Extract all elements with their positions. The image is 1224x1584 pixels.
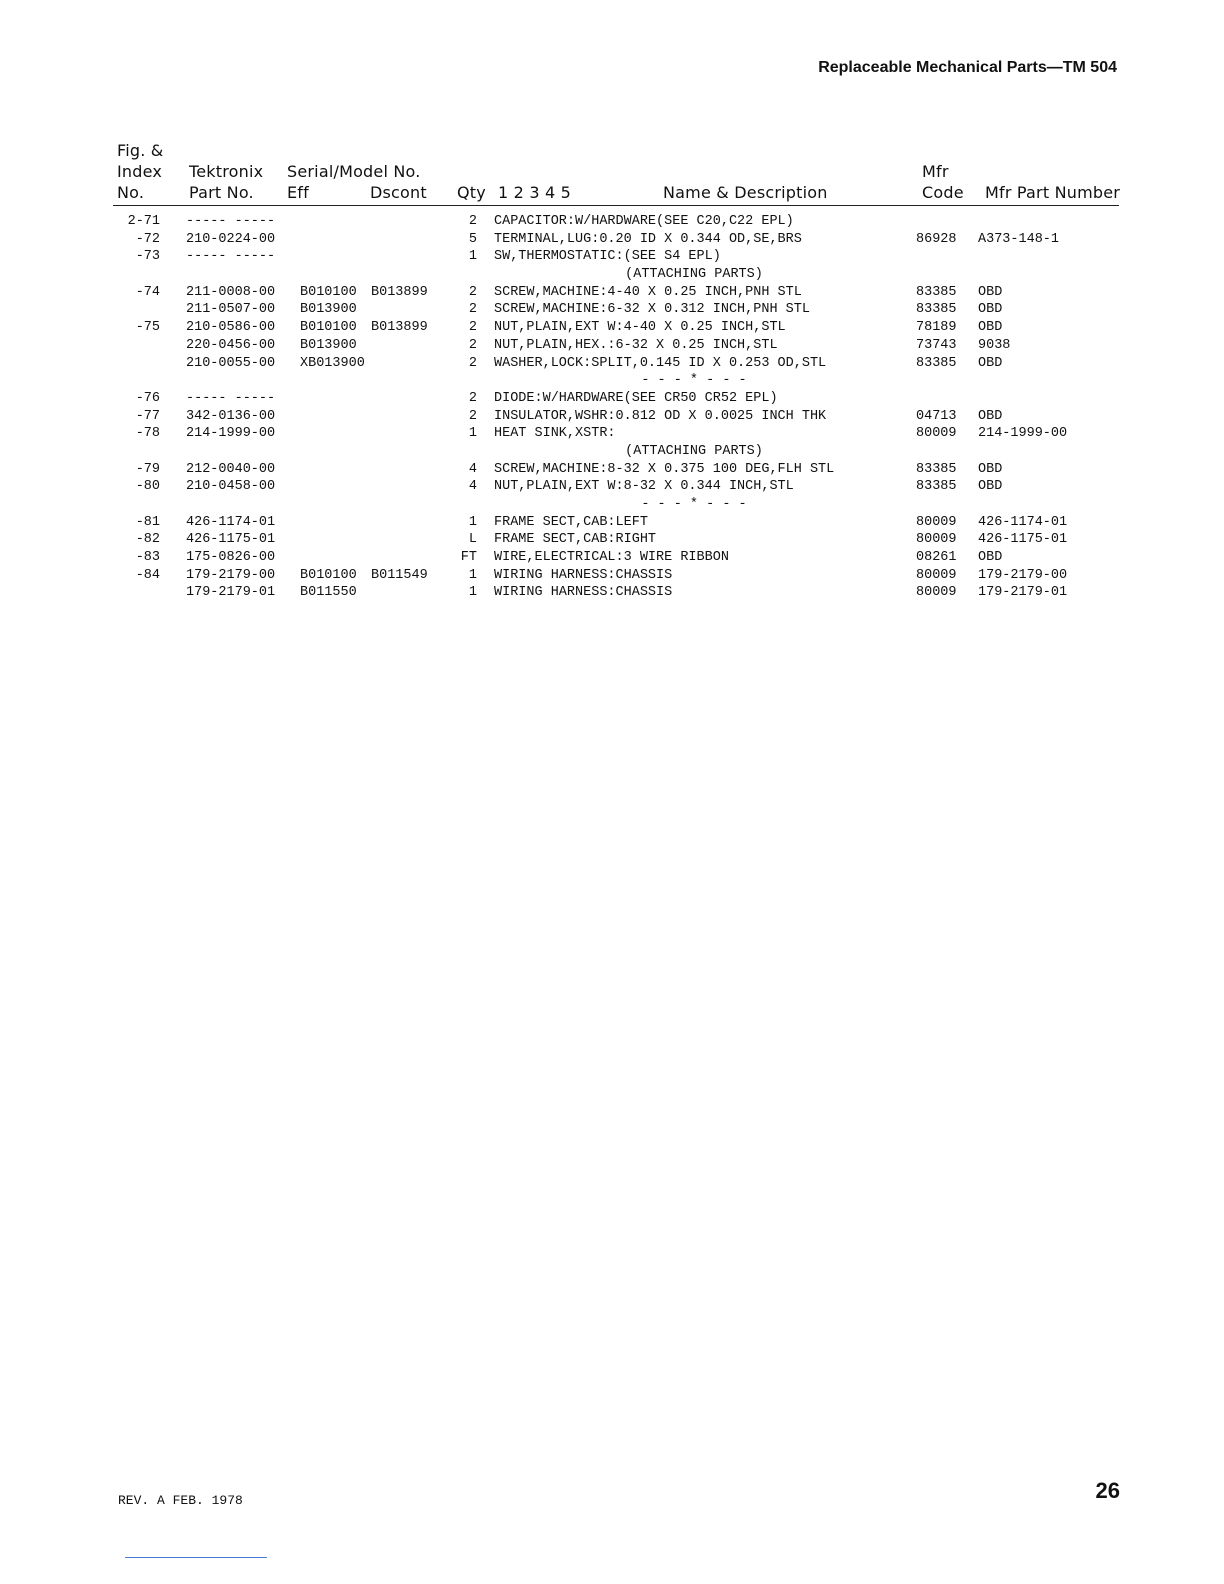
header-fig-index-line2: Index: [117, 162, 163, 181]
qty-cell: 2: [468, 337, 477, 353]
mfr-code-cell: 83385: [916, 284, 957, 300]
qty-cell: 2: [468, 320, 477, 336]
qty-cell: 2: [468, 302, 477, 318]
table-row: [0, 549, 1224, 567]
header-fig-index-line3: No.: [117, 183, 145, 202]
eff-cell: B010100: [300, 320, 357, 336]
part-number-cell: 210-0055-00: [186, 355, 276, 371]
header-mfr-code-line2: Code: [922, 183, 964, 202]
mfr-part-cell: OBD: [978, 284, 1003, 300]
header-serial: Serial/Model No.: [287, 162, 421, 181]
dscont-cell: B011549: [371, 567, 428, 583]
description-cell: WIRE,ELECTRICAL:3 WIRE RIBBON: [494, 550, 729, 566]
section-label: - - - * - - -: [641, 497, 747, 512]
index-cell: -79: [135, 461, 160, 477]
qty-cell: 1: [468, 426, 477, 442]
description-cell: SCREW,MACHINE:6-32 X 0.312 INCH,PNH STL: [494, 302, 810, 318]
part-number-cell: 179-2179-01: [186, 585, 276, 601]
page-number: 26: [1095, 1478, 1120, 1503]
table-row: [0, 301, 1224, 319]
index-cell: -81: [135, 514, 160, 530]
mfr-code-cell: 80009: [916, 426, 957, 442]
description-cell: SW,THERMOSTATIC:(SEE S4 EPL): [494, 249, 721, 265]
table-row: [0, 355, 1224, 373]
dscont-cell: B013899: [371, 284, 428, 300]
part-number-cell: 214-1999-00: [186, 426, 276, 442]
mfr-part-cell: OBD: [978, 302, 1003, 318]
table-row: [0, 248, 1224, 266]
header-dscont: Dscont: [370, 183, 427, 202]
qty-cell: 1: [468, 585, 477, 601]
mfr-code-cell: 78189: [916, 320, 957, 336]
qty-cell: 2: [468, 214, 477, 229]
qty-cell: 1: [468, 514, 477, 530]
mfr-part-cell: OBD: [978, 479, 1003, 495]
table-row: [0, 514, 1224, 532]
column-headers: [117, 140, 1119, 204]
eff-cell: B010100: [300, 284, 357, 300]
header-mfr-code: [922, 161, 964, 203]
mfr-part-cell: OBD: [978, 355, 1003, 371]
qty-cell: L: [468, 532, 477, 548]
header-tek-part-line2: Part No.: [189, 183, 254, 202]
qty-cell: 2: [468, 284, 477, 300]
header-indent: 1 2 3 4 5: [498, 183, 572, 202]
index-cell: -78: [135, 426, 160, 442]
part-number-cell: 220-0456-00: [186, 337, 276, 353]
mfr-code-cell: 83385: [916, 479, 957, 495]
header-eff: Eff: [287, 183, 309, 202]
header-tek-part: [189, 161, 263, 203]
header-divider: [113, 205, 1119, 206]
header-fig-index: [117, 140, 164, 203]
part-number-cell: 342-0136-00: [186, 408, 276, 424]
mfr-code-cell: 83385: [916, 355, 957, 371]
index-cell: 2-71: [127, 214, 160, 229]
decorative-line: [125, 1557, 267, 1558]
index-cell: -82: [135, 532, 160, 548]
eff-cell: B010100: [300, 567, 357, 583]
mfr-part-cell: OBD: [978, 320, 1003, 336]
part-number-cell: 210-0224-00: [186, 231, 276, 247]
mfr-part-cell: OBD: [978, 461, 1003, 477]
mfr-code-cell: 80009: [916, 514, 957, 530]
description-cell: NUT,PLAIN,EXT W:4-40 X 0.25 INCH,STL: [494, 320, 786, 336]
index-cell: -73: [135, 249, 160, 265]
mfr-code-cell: 86928: [916, 231, 957, 247]
table-row: [0, 213, 1224, 231]
header-mfr-part: Mfr Part Number: [985, 183, 1121, 202]
index-cell: -77: [135, 408, 160, 424]
table-row: [0, 284, 1224, 302]
qty-cell: 2: [468, 390, 477, 406]
index-cell: -74: [135, 284, 160, 300]
mfr-part-cell: A373-148-1: [978, 231, 1060, 247]
description-cell: NUT,PLAIN,EXT W:8-32 X 0.344 INCH,STL: [494, 479, 794, 495]
mfr-code-cell: 80009: [916, 567, 957, 583]
mfr-part-cell: OBD: [978, 550, 1003, 566]
qty-cell: 1: [468, 249, 477, 265]
mfr-code-cell: 83385: [916, 302, 957, 318]
eff-cell: B013900: [300, 302, 357, 318]
part-number-cell: 211-0008-00: [186, 284, 276, 300]
mfr-part-cell: 9038: [978, 337, 1011, 353]
index-cell: -75: [135, 320, 160, 336]
section-divider-row: [0, 496, 1224, 514]
part-number-cell: 426-1175-01: [186, 532, 276, 548]
mfr-code-cell: 04713: [916, 408, 957, 424]
table-row: [0, 390, 1224, 408]
mfr-code-cell: 80009: [916, 532, 957, 548]
description-cell: DIODE:W/HARDWARE(SEE CR50 CR52 EPL): [494, 390, 778, 406]
qty-cell: 2: [468, 355, 477, 371]
part-number-cell: 179-2179-00: [186, 567, 276, 583]
qty-cell: FT: [460, 550, 477, 566]
table-row: [0, 408, 1224, 426]
description-cell: SCREW,MACHINE:8-32 X 0.375 100 DEG,FLH STL: [494, 461, 835, 477]
part-number-cell: 210-0458-00: [186, 479, 276, 495]
table-row: [0, 531, 1224, 549]
index-cell: -72: [135, 231, 160, 247]
section-divider-row: [0, 372, 1224, 390]
description-cell: FRAME SECT,CAB:RIGHT: [494, 532, 657, 548]
qty-cell: 5: [468, 231, 477, 247]
description-cell: TERMINAL,LUG:0.20 ID X 0.344 OD,SE,BRS: [494, 231, 802, 247]
mfr-part-cell: 179-2179-00: [978, 567, 1068, 583]
description-cell: NUT,PLAIN,HEX.:6-32 X 0.25 INCH,STL: [494, 337, 778, 353]
eff-cell: B013900: [300, 337, 357, 353]
mfr-code-cell: 73743: [916, 337, 957, 353]
section-label: - - - * - - -: [641, 373, 747, 389]
index-cell: -80: [135, 479, 160, 495]
description-cell: WASHER,LOCK:SPLIT,0.145 ID X 0.253 OD,STL: [494, 355, 827, 371]
header-fig-index-line1: Fig. &: [117, 141, 164, 160]
description-cell: WIRING HARNESS:CHASSIS: [494, 567, 673, 583]
mfr-code-cell: 80009: [916, 585, 957, 601]
section-label: (ATTACHING PARTS): [625, 443, 763, 459]
table-row: [0, 567, 1224, 585]
description-cell: HEAT SINK,XSTR:: [494, 426, 616, 442]
part-number-cell: 426-1174-01: [186, 514, 276, 530]
qty-cell: 1: [468, 567, 477, 583]
qty-cell: 4: [468, 461, 477, 477]
table-row: [0, 478, 1224, 496]
table-row: [0, 425, 1224, 443]
eff-cell: B011550: [300, 585, 357, 601]
part-number-cell: ----- -----: [186, 249, 276, 265]
description-cell: SCREW,MACHINE:4-40 X 0.25 INCH,PNH STL: [494, 284, 802, 300]
header-name-desc: Name & Description: [663, 183, 828, 202]
part-number-cell: 210-0586-00: [186, 320, 276, 336]
table-row: [0, 584, 1224, 602]
mfr-part-cell: 426-1174-01: [978, 514, 1068, 530]
description-cell: CAPACITOR:W/HARDWARE(SEE C20,C22 EPL): [494, 214, 794, 229]
index-cell: -76: [135, 390, 160, 406]
eff-cell: XB013900: [300, 355, 365, 371]
footer-revision: REV. A FEB. 1978: [118, 1493, 243, 1508]
header-qty: Qty: [457, 183, 486, 202]
section-divider-row: [0, 443, 1224, 461]
table-row: [0, 319, 1224, 337]
mfr-code-cell: 83385: [916, 461, 957, 477]
section-label: (ATTACHING PARTS): [625, 267, 763, 283]
part-number-cell: 175-0826-00: [186, 550, 276, 566]
header-mfr-code-line1: Mfr: [922, 162, 949, 181]
parts-table: [0, 213, 1224, 602]
mfr-code-cell: 08261: [916, 550, 957, 566]
mfr-part-cell: 426-1175-01: [978, 532, 1068, 548]
index-cell: -84: [135, 567, 160, 583]
dscont-cell: B013899: [371, 320, 428, 336]
table-row: [0, 461, 1224, 479]
qty-cell: 2: [468, 408, 477, 424]
description-cell: FRAME SECT,CAB:LEFT: [494, 514, 648, 530]
mfr-part-cell: OBD: [978, 408, 1003, 424]
part-number-cell: 212-0040-00: [186, 461, 276, 477]
description-cell: WIRING HARNESS:CHASSIS: [494, 585, 673, 601]
part-number-cell: ----- -----: [186, 390, 276, 406]
table-row: [0, 337, 1224, 355]
section-divider-row: [0, 266, 1224, 284]
page-header-title: Replaceable Mechanical Parts—TM 504: [818, 59, 1117, 76]
part-number-cell: ----- -----: [186, 214, 276, 229]
mfr-part-cell: 179-2179-01: [978, 585, 1068, 601]
description-cell: INSULATOR,WSHR:0.812 OD X 0.0025 INCH THK: [494, 408, 827, 424]
part-number-cell: 211-0507-00: [186, 302, 276, 318]
header-tek-part-line1: Tektronix: [189, 162, 264, 181]
qty-cell: 4: [468, 479, 477, 495]
mfr-part-cell: 214-1999-00: [978, 426, 1068, 442]
table-row: [0, 231, 1224, 249]
index-cell: -83: [135, 550, 160, 566]
